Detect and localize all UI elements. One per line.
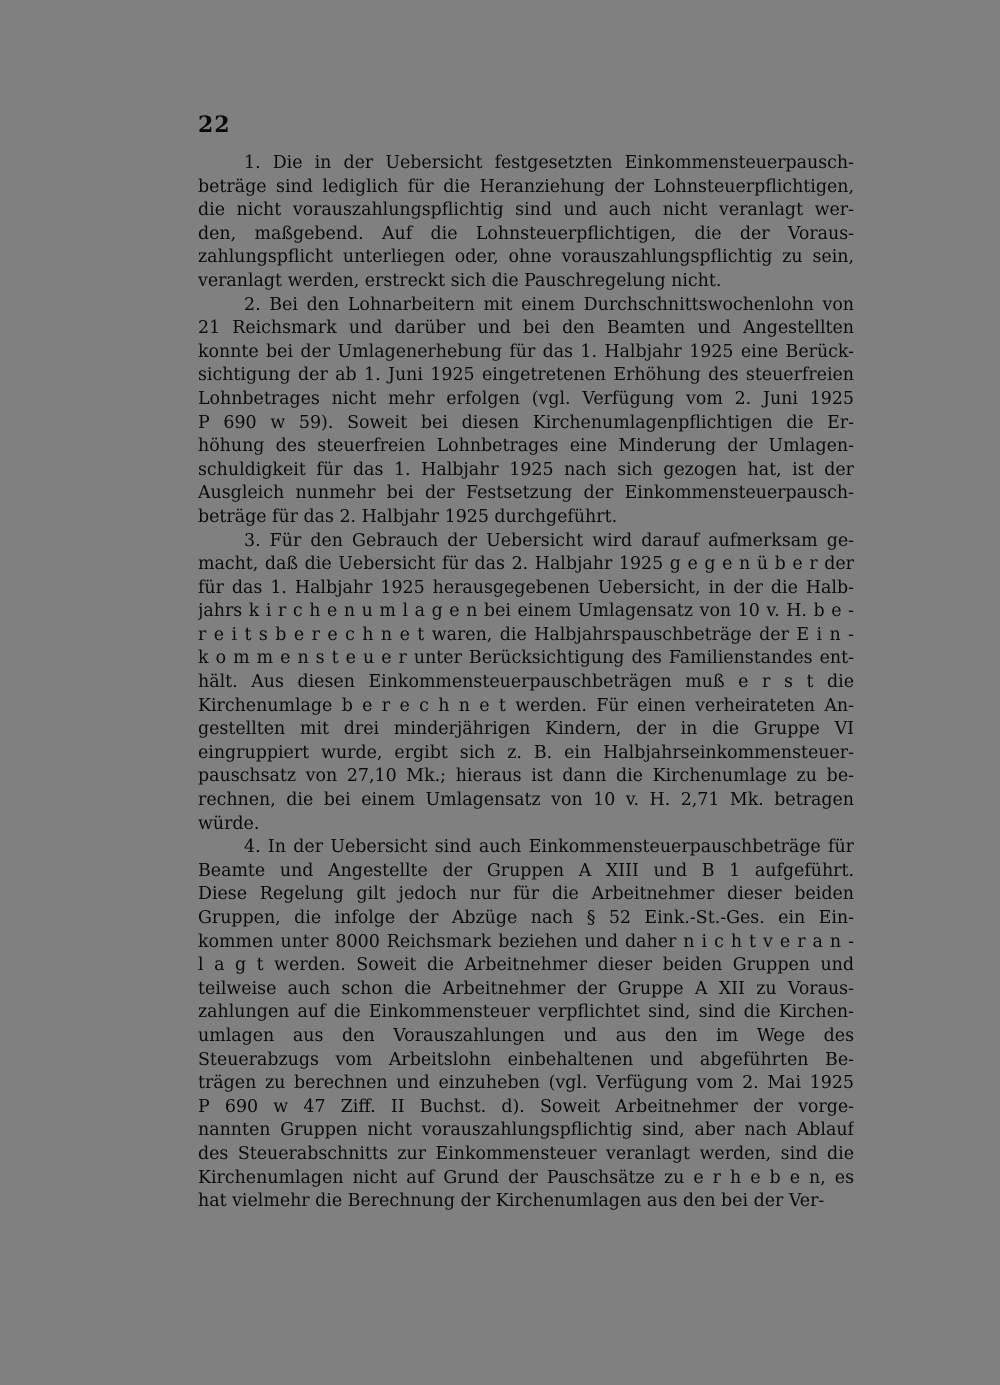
text-line: 3. Für den Gebrauch der Uebersicht wird darauf aufmerksam ge- [244,530,854,551]
text-line: höhung des steuerfreien Lohnbetrages eine Minderung der Umlagen- [198,436,854,457]
text-line: Diese Regelung gilt jedoch nur für die Arbeitnehmer dieser beiden [198,884,854,905]
text-line: hat vielmehr die Berechnung der Kirchenumlagen aus den bei der Ver- [198,1191,825,1212]
text-line: für das 1. Halbjahr 1925 herausgegebenen Uebersicht, in der die Halb- [198,577,854,598]
text-line: die nicht vorauszahlungspflichtig sind und auch nicht veranlagt wer- [198,200,854,221]
text-line: gestellten mit drei minderjährigen Kindern, der in die Gruppe VI [198,719,854,740]
text-line: macht, daß die Uebersicht für das 2. Halbjahr 1925 g e g e n ü b e r der [198,554,854,575]
text-line: Kirchenumlage b e r e c h n e t werden. Für einen verheirateten An- [198,695,854,716]
text-line: k o m m e n s t e u e r unter Berücksichtigung des Familienstandes ent- [198,648,854,669]
body-text [198,152,854,1214]
text-line: Gruppen, die infolge der Abzüge nach § 52 Eink.-St.-Ges. ein Ein- [198,908,854,928]
text-line: beträge für das 2. Halbjahr 1925 durchgeführt. [198,506,618,527]
paragraph-1 [198,152,854,294]
text-line: pauschsatz von 27,10 Mk.; hieraus ist dann die Kirchenumlage zu be- [198,766,854,787]
page-number: 22 [198,112,231,138]
text-line: kommen unter 8000 Reichsmark beziehen und daher n i c h t v e r a n - [198,931,854,952]
text-line: Lohnbetrages nicht mehr erfolgen (vgl. Verfügung vom 2. Juni 1925 [198,388,854,409]
text-line: würde. [198,813,260,834]
text-line: P 690 w 47 Ziff. II Buchst. d). Soweit Arbeitnehmer der vorge- [198,1096,854,1117]
text-line: Ausgleich nunmehr bei der Festsetzung der Einkommensteuerpausch- [198,483,854,504]
text-line: schuldigkeit für das 1. Halbjahr 1925 nach sich gezogen hat, ist der [198,459,854,480]
text-line: r e i t s b e r e c h n e t waren, die Halbjahrspauschbeträge der E i n - [198,624,854,645]
text-line: Steuerabzugs vom Arbeitslohn einbehaltenen und abgeführten Be- [198,1049,854,1070]
text-line: beträge sind lediglich für die Heranziehung der Lohnsteuerpflichtigen, [198,176,854,197]
text-line: des Steuerabschnitts zur Einkommensteuer veranlagt werden, sind die [198,1143,854,1164]
paragraph-4 [198,836,854,1214]
text-line: trägen zu berechnen und einzuheben (vgl. Verfügung vom 2. Mai 1925 [198,1073,854,1094]
text-line: umlagen aus den Vorauszahlungen und aus den im Wege des [198,1025,854,1046]
paragraph-3 [198,530,854,837]
text-line: 4. In der Uebersicht sind auch Einkommensteuerpauschbeträge für [244,837,854,858]
text-line: rechnen, die bei einem Umlagensatz von 10 v. H. 2,71 Mk. betragen [198,790,854,811]
text-line: zahlungspflicht unterliegen oder, ohne vorauszahlungspflichtig zu sein, [198,247,854,268]
text-line: P 690 w 59). Soweit bei diesen Kirchenumlagenpflichtigen die Er- [198,412,854,433]
text-line: konnte bei der Umlagenerhebung für das 1. Halbjahr 1925 eine Berück- [198,341,854,362]
text-line: den, maßgebend. Auf die Lohnsteuerpflichtigen, die der Voraus- [198,223,854,244]
text-line: nannten Gruppen nicht vorauszahlungspflichtig sind, aber nach Ablauf [198,1120,854,1141]
text-line: zahlungen auf die Einkommensteuer verpflichtet sind, sind die Kirchen- [198,1002,854,1023]
text-line: l a g t werden. Soweit die Arbeitnehmer dieser beiden Gruppen und [198,955,854,976]
text-line: 21 Reichsmark und darüber und bei den Beamten und Angestellten [198,318,854,339]
text-line: sichtigung der ab 1. Juni 1925 eingetretenen Erhöhung des steuerfreien [198,365,854,386]
paragraph-2 [198,294,854,530]
text-line: 2. Bei den Lohnarbeitern mit einem Durchschnittswochenlohn von [244,294,854,315]
text-line: jahrs k i r c h e n u m l a g e n bei einem Umlagensatz von 10 v. H. b e - [198,601,854,622]
text-line: 1. Die in der Uebersicht festgesetzten Einkommensteuerpausch- [244,153,854,173]
text-line: teilweise auch schon die Arbeitnehmer der Gruppe A XII zu Voraus- [198,978,854,999]
text-line: hält. Aus diesen Einkommensteuerpauschbeträgen muß e r s t die [198,672,854,693]
text-line: Beamte und Angestellte der Gruppen A XIII und B 1 aufgeführt. [198,860,854,881]
text-line: eingruppiert wurde, ergibt sich z. B. ein Halbjahrseinkommensteuer- [198,742,854,763]
text-line: veranlagt werden, erstreckt sich die Pauschregelung nicht. [198,270,722,291]
text-line: Kirchenumlagen nicht auf Grund der Pauschsätze zu e r h e b e n, es [198,1167,854,1188]
